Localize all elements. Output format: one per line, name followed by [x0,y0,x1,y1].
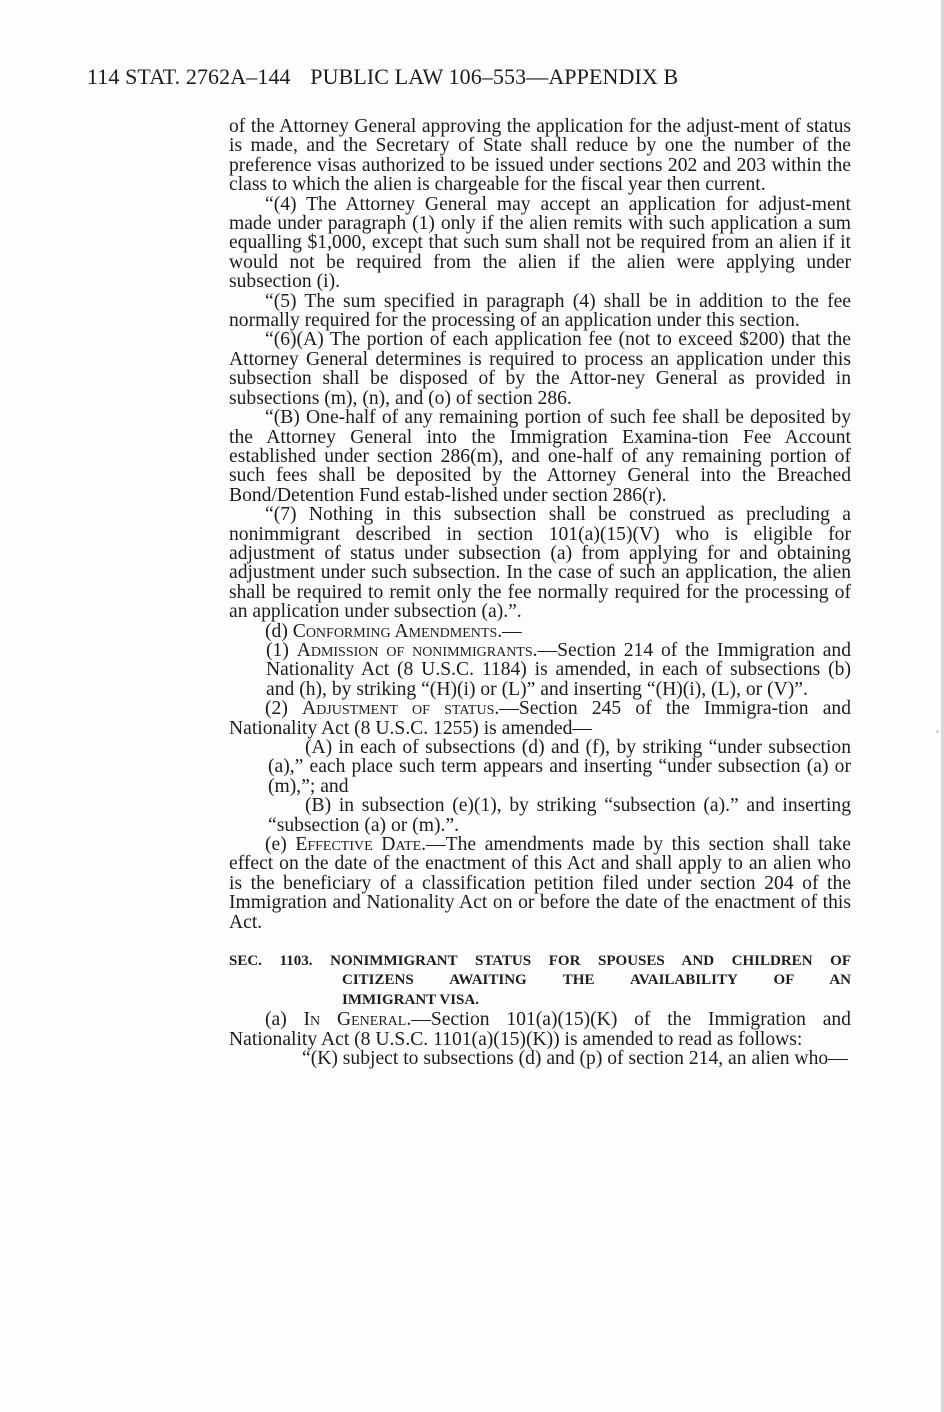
subsection-d-heading: Conforming Amendments [292,620,498,642]
body-text [229,117,851,1069]
law-title: PUBLIC LAW 106–553—APPENDIX B [310,64,679,89]
subsection-d-item-2-A: (A) in each of subsections (d) and (f), by striking “under subsection (a),” each place such term appears and inserting “under subsection (a) or (m),”; and [268,737,851,797]
paragraph-6a: “(6)(A) The portion of each application fee (not to exceed $200) that the Attorney General determines is required to process an application under this subsection shall be disposed of by the Attor-ney General as provided in subsections (m), (n), and (o) of section 286. [229,329,851,409]
paragraph-4: “(4) The Attorney General may accept an application for adjust-ment made under paragraph (1) only if the alien remits with such application a sum equalling $1,000, except that such sum shall not be required from an alien if it would not be required from the alien if the alien were applying under subsection (i). [229,193,851,293]
section-heading-line-2: CITIZENS AWAITING THE AVAILABILITY OF AN [342,972,851,989]
subsection-e-heading: Effective Date [295,834,422,856]
item-1-heading: Admission of nonimmigrants [296,639,533,661]
subsection-d-item-2-B: (B) in subsection (e)(1), by striking “subsection (a).” and inserting “subsection (a) or (m).”. [268,795,851,836]
paragraph-7: “(7) Nothing in this subsection shall be construed as precluding a nonimmigrant described in section 101(a)(15)(V) who is eligible for adjustment of status under subsection (a) from applying for and obtaining adjustment under such subsection. In the case of such an application, the alien shall be required to remit only the fee normally required for the processing of an application under subsection (a).”. [229,504,851,623]
section-heading-line-3: IMMIGRANT VISA. [342,991,479,1008]
clause-k: “(K) subject to subsections (d) and (p) of section 214, an alien who— [302,1048,848,1070]
paragraph-6b: “(B) One-half of any remaining portion of such fee shall be deposited by the Attorney General into the Immigration Examina-tion Fee Account established under section 286(m), and one-half of any remaining portion of such fees shall be deposited by the Attorney General into the Breached Bond/Detention Fund estab-lished under section 286(r). [229,407,851,506]
scan-speck [936,730,939,733]
subsection-a: (a) In General.—Section 101(a)(15)(K) of the Immigration and Nationality Act (8 U.S.C. 1101(a)(15)(K)) is amended to read as follows: [229,1009,851,1050]
paragraph-5: “(5) The sum specified in paragraph (4) shall be in addition to the fee normally required for the processing of an application under this section. [229,290,851,332]
subsection-d: (d) Conforming Amendments.— [265,620,522,642]
item-2-heading: Adjustment of status [302,698,495,720]
section-heading-line-1: SEC. 1103. NONIMMIGRANT STATUS FOR SPOUSES AND CHILDREN OF [229,953,851,970]
subsection-d-item-2: (2) Adjustment of status.—Section 245 of the Immigra-tion and Nationality Act (8 U.S.C. 1255) is amended— [229,698,852,739]
subsection-d-item-1: (1) Admission of nonimmigrants.—Section 214 of the Immigration and Nationality Act (8 U.S.C. 1184) is amended, in each of subsections (b) and (h), by striking “(H)(i) or (L)” and inserting “(H)(i), (L), or (V)”. [266,639,851,700]
subsection-a-heading: In General [303,1009,407,1031]
paragraph-continuation: of the Attorney General approving the application for the adjust-ment of status is made, and the Secretary of State shall reduce by one the number of the preference visas authorized to be issued under sections 202 and 203 within the class to which the alien is chargeable for the fiscal year then current. [229,116,851,196]
running-header [87,64,692,90]
section-heading [229,952,851,1010]
subsection-e: (e) Effective Date.—The amendments made by this section shall take effect on the date of the enactment of this Act and shall apply to an alien who is the beneficiary of a classification petition filed under section 204 of the Immigration and Nationality Act on or before the date of the enactment of this Act. [229,834,851,933]
stat-citation: 114 STAT. 2762A–144 [87,64,291,89]
